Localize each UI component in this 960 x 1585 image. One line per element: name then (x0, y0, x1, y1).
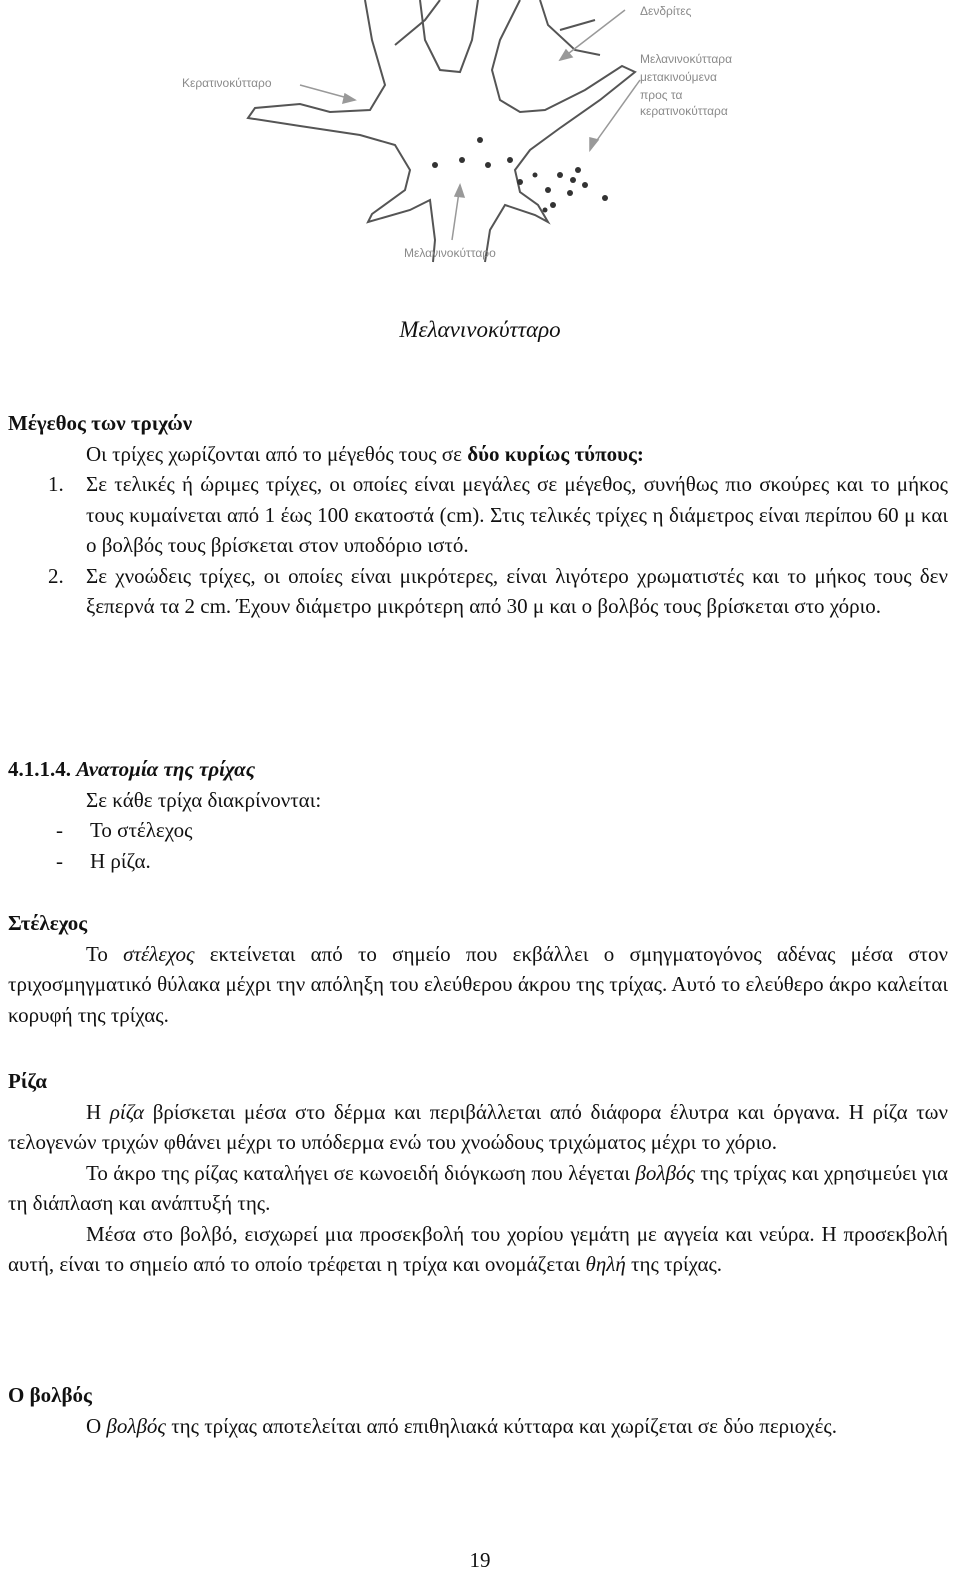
size-item-1-number: 1. (48, 472, 64, 496)
bulb-p1-b: της τρίχας αποτελείται από επιθηλιακά κύτταρα και χωρίζεται σε δύο περιοχές. (165, 1413, 837, 1438)
size-section (8, 408, 948, 622)
bulb-heading: Ο βολβός (8, 1383, 92, 1407)
size-item-2-number: 2. (48, 563, 64, 588)
anatomy-item-1-text: Το στέλεχος (90, 818, 193, 842)
root-paragraph-2 (8, 1158, 948, 1219)
anatomy-intro: Σε κάθε τρίχα διακρίνονται: (86, 787, 322, 812)
label-melanocytes-moving-1: Μελανινοκύτταρα (640, 52, 733, 66)
page-number: 19 (469, 1548, 491, 1572)
size-intro-plain: Οι τρίχες χωρίζονται από το μέγεθός τους σε (86, 441, 468, 466)
label-melanocytes-moving-3: προς τα (640, 88, 683, 102)
bulb-section-term: βολβός (106, 1413, 166, 1438)
bulb-p1-a: Ο (86, 1413, 107, 1438)
size-item-2-text: Σε χνοώδεις τρίχες, οι οποίες είναι μικρότερες, είναι λιγότερο χρωματιστές και το μήκος τους δεν ξεπερνά τα 2 cm. Έχουν διάμετρο μικρότερη από 30 μ και ο βολβός τους βρίσκεται στο χόριο. (86, 563, 948, 618)
figure-caption: Μελανινοκύτταρο (399, 317, 561, 342)
melanocyte-figure (0, 0, 960, 300)
bulb-term: βολβός (635, 1160, 695, 1185)
stem-paragraph (8, 939, 948, 1031)
label-melanocytes-moving-4: κερατινοκύτταρα (640, 104, 728, 118)
stem-heading: Στέλεχος (8, 911, 88, 935)
root-heading: Ρίζα (8, 1069, 48, 1093)
anatomy-section (8, 754, 948, 876)
label-melanocytes-moving-2: μετακινούμενα (640, 70, 717, 84)
stem-p1-a: Το (86, 941, 124, 966)
anatomy-item-2-text: Η ρίζα. (90, 848, 151, 873)
root-paragraph-3 (8, 1219, 948, 1280)
stem-term: στέλεχος (123, 941, 195, 966)
stem-section (8, 908, 948, 1030)
label-melanocyte: Μελανινοκύτταρο (404, 246, 496, 260)
size-item-1-text: Σε τελικές ή ώριμες τρίχες, οι οποίες είναι μεγάλες σε μέγεθος, συνήθως πιο σκούρες και το μήκος τους κυμαίνεται από 1 έως 100 εκατοστά (cm). Στις τελικές τρίχες η διάμετρος είναι περίπου 60 μ και ο βολβός τους βρίσκεται στον υποδόριο ιστό. (86, 472, 948, 557)
anatomy-title: Ανατομία της τρίχας (76, 757, 256, 781)
papilla-term: θηλή (585, 1252, 626, 1276)
size-item-1 (8, 469, 948, 561)
root-p2-a: Το άκρο της ρίζας καταλήγει σε κωνοειδή διόγκωση που λέγεται (86, 1160, 636, 1185)
anatomy-item-1: - Το στέλεχος (56, 818, 193, 842)
root-section (8, 1066, 948, 1280)
anatomy-heading (8, 754, 948, 785)
label-dendrites: Δενδρίτες (640, 4, 692, 18)
label-keratinocyte: Κερατινοκύτταρο (182, 76, 272, 90)
size-item-2 (8, 561, 948, 622)
size-heading: Μέγεθος των τριχών (8, 411, 193, 435)
size-intro-bold: δύο κυρίως τύπους: (467, 441, 644, 466)
stem-p1-b: εκτείνεται από το σημείο που εκβάλλει ο σμηγματογόνος αδένας μέσα στον τριχοσμηγματικό θύλακα μέχρι την απόληξη του ελεύθερου άκρου της τρίχας. Αυτό το ελεύθερο άκρο καλείται κορυφή της τρίχας. (8, 941, 948, 1027)
anatomy-number: 4.1.1.4. (8, 757, 71, 781)
cell-outline (248, 0, 635, 262)
root-p1-b: βρίσκεται μέσα στο δέρμα και περιβάλλεται από διάφορα έλυτρα και όργανα. Η ρίζα των τελογενών τριχών φθάνει μέχρι το υπόδερμα ενώ του χνοώδους τριχώματος μέχρι το χόριο. (8, 1099, 949, 1154)
root-p3-a: Μέσα στο βολβό, εισχωρεί μια προσεκβολή του χορίου γεμάτη με αγγεία και νεύρα. Η προσεκβολή αυτή, είναι το σημείο από το οποίο τρέφεται η τρίχα και ονομάζεται (8, 1221, 948, 1276)
root-paragraph-1 (8, 1097, 948, 1158)
root-p1-a: Η (86, 1099, 110, 1124)
root-p2-b: της τρίχας και χρησιμεύει για τη διάπλαση και ανάπτυξή της. (8, 1160, 948, 1215)
anatomy-item-2: - Η ρίζα. (56, 848, 151, 873)
bulb-section (8, 1380, 948, 1441)
root-term: ρίζα (109, 1099, 145, 1124)
root-p3-b: της τρίχας. (625, 1252, 723, 1276)
bulb-paragraph (8, 1411, 948, 1442)
size-intro (8, 439, 948, 470)
